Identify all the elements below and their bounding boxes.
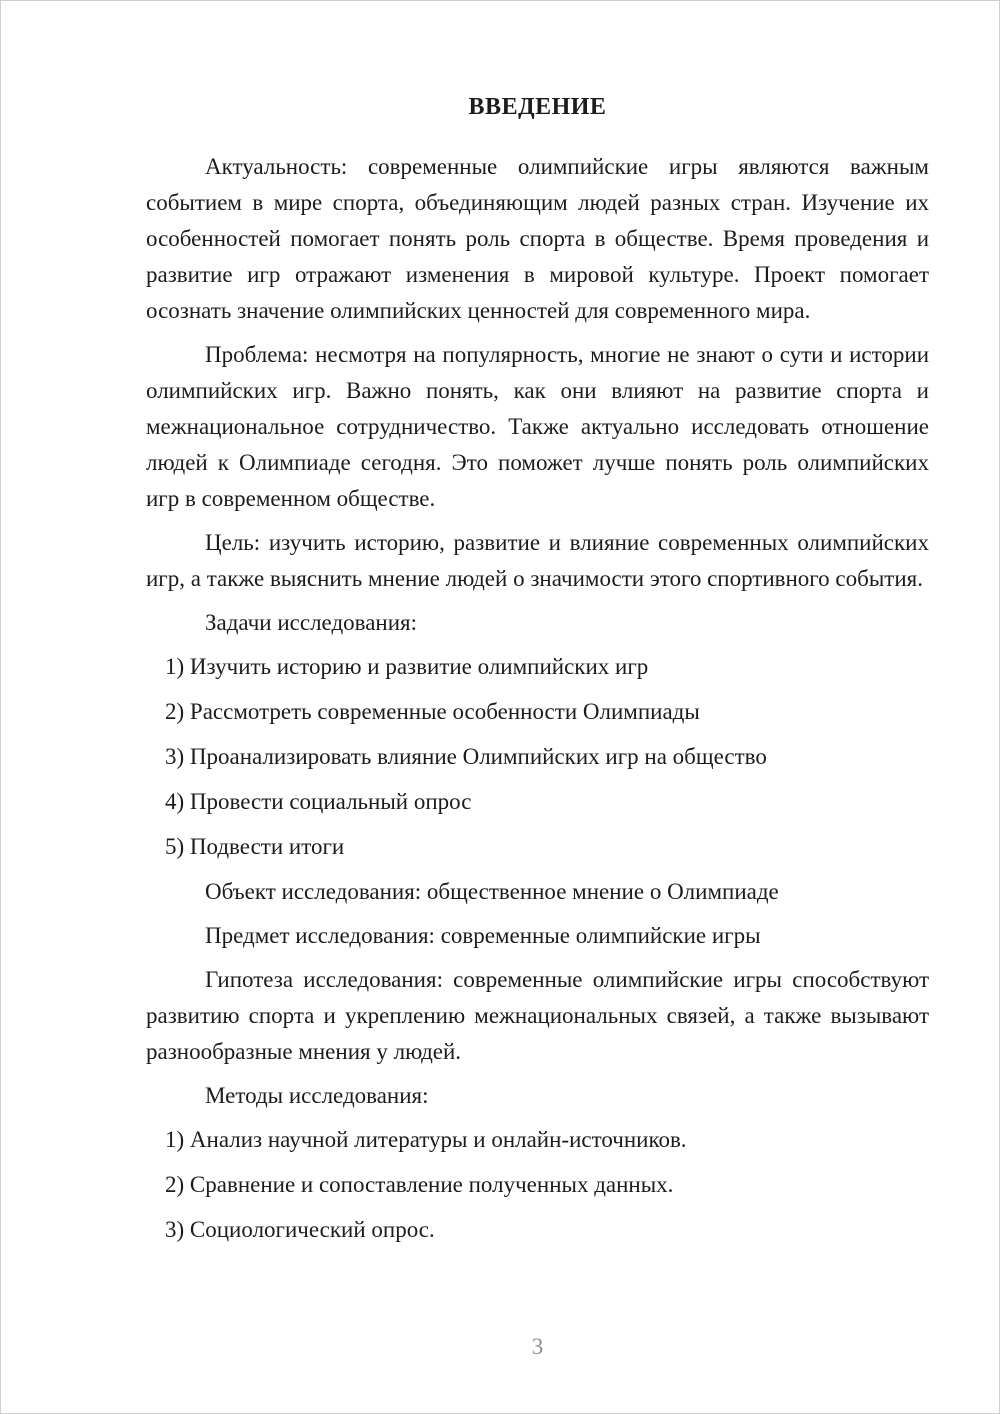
- methods-list: [146, 1122, 929, 1248]
- paragraph-object: Объект исследования: общественное мнение о Олимпиаде: [205, 879, 779, 904]
- paragraph-goal: Цель: изучить историю, развитие и влияние современных олимпийских игр, а также выяснить мнение людей о значимости этого спортивного события.: [146, 530, 929, 591]
- task-item-4: 4) Провести социальный опрос: [165, 789, 472, 814]
- task-item-1: 1) Изучить историю и развитие олимпийских игр: [165, 654, 649, 679]
- paragraph-actuality: Актуальность: современные олимпийские игры являются важным событием в мире спорта, объединяющим людей разных стран. Изучение их особенностей помогает понять роль спорта в обществе. Время проведения и развитие игр отражают изменения в мировой культуре. Проект помогает осознать значение олимпийских ценностей для современного мира.: [146, 154, 929, 323]
- task-item-2: 2) Рассмотреть современные особенности Олимпиады: [165, 699, 700, 724]
- paragraph-subject: Предмет исследования: современные олимпийские игры: [205, 923, 761, 948]
- tasks-list: [146, 649, 929, 865]
- task-item-5: 5) Подвести итоги: [165, 834, 345, 859]
- method-item-2: 2) Сравнение и сопоставление полученных данных.: [165, 1172, 674, 1197]
- tasks-heading: Задачи исследования:: [205, 610, 418, 635]
- paragraph-hypothesis: Гипотеза исследования: современные олимпийские игры способствуют развитию спорта и укреплению межнациональных связей, а также вызывают разнообразные мнения у людей.: [146, 967, 929, 1064]
- paragraph-problem: Проблема: несмотря на популярность, многие не знают о сути и истории олимпийских игр. Важно понять, как они влияют на развитие спорта и межнациональное сотрудничество. Также актуально исследовать отношение людей к Олимпиаде сегодня. Это поможет лучше понять роль олимпийских игр в современном обществе.: [146, 342, 929, 511]
- page-title: ВВЕДЕНИЕ: [468, 94, 607, 120]
- method-item-1: 1) Анализ научной литературы и онлайн-источников.: [165, 1127, 687, 1152]
- task-item-3: 3) Проанализировать влияние Олимпийских игр на общество: [165, 744, 767, 769]
- page-number: 3: [531, 1334, 544, 1359]
- methods-heading: Методы исследования:: [205, 1083, 429, 1108]
- method-item-3: 3) Социологический опрос.: [165, 1217, 435, 1242]
